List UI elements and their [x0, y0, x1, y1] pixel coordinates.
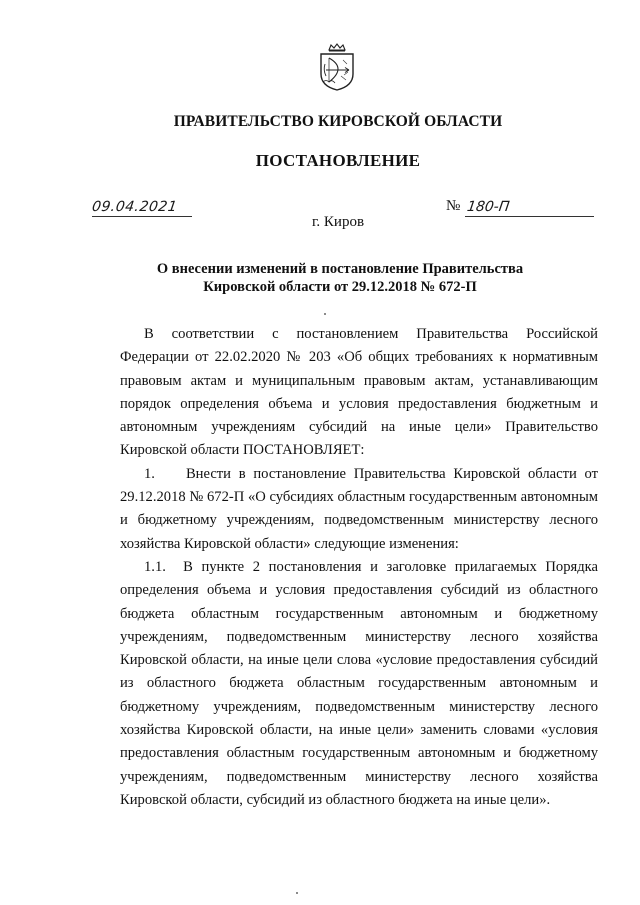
number-sign-label: №	[446, 198, 461, 214]
subject-line-1: О внесении изменений в постановление Правительства	[156, 261, 524, 277]
document-subject	[0, 260, 640, 296]
subject-line-2: Кировской области от 29.12.2018 № 672-П	[203, 279, 477, 295]
city-label: г. Киров	[311, 214, 365, 230]
government-title: ПРАВИТЕЛЬСТВО КИРОВСКОЙ ОБЛАСТИ	[173, 113, 503, 130]
document-body	[120, 323, 598, 812]
coat-of-arms-icon	[317, 42, 357, 92]
paragraph-1: 1. Внести в постановление Правительства Кировской области от 29.12.2018 № 672-П «О субсидиях областным государственным автономным и бюджетному учреждениям, подведомственным министерству лесного хозяйства Кировской области» следующие изменения:	[120, 465, 598, 552]
document-number: 180-П	[465, 199, 511, 215]
paragraph-intro: В соответствии с постановлением Правительства Российской Федерации от 22.02.2020 № 203 «Об общих требованиях к нормативным правовым актам и муниципальным правовым актам, устанавливающим порядок определения объема и условия предоставления бюджетным и автономным учреждениям субсидий на иные цели» Правительство Кировской области ПОСТАНОВЛЯЕТ:	[120, 326, 598, 459]
scan-speck	[296, 892, 298, 894]
scan-speck	[324, 313, 326, 315]
document-date: 09.04.2021	[90, 199, 179, 215]
document-type-title: ПОСТАНОВЛЕНИЕ	[255, 151, 421, 170]
paragraph-1-1: 1.1. В пункте 2 постановления и заголовке прилагаемых Порядка определения объема и условия предоставления субсидий из областного бюджета областным государственным автономным и бюджетному учреждениям, подведомственным министерству лесного хозяйства Кировской области, на иные цели слова «условие предоставления субсидий из областного бюджета областным государственным автономным и бюджетному учреждениям, подведомственным министерству лесного хозяйства Кировской области, на иные цели» заменить словами «условия предоставления областным государственным автономным и бюджетному учреждениям, подведомственным министерству лесного хозяйства Кировской области, субсидий из областного бюджета на иные цели».	[120, 558, 598, 808]
